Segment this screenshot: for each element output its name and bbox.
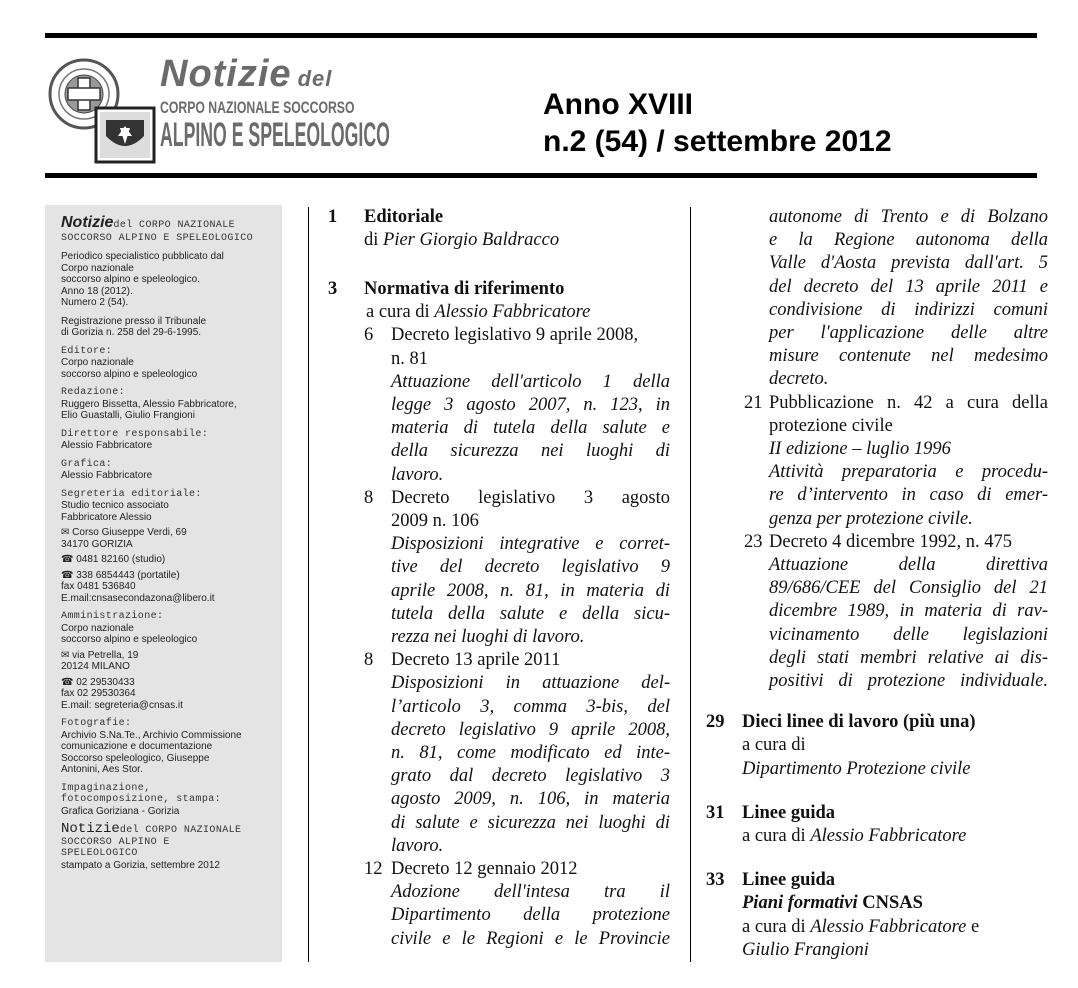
fotografie-line: Archivio S.Na.Te., Archivio Commissione [61, 729, 242, 741]
phone-icon: ☎ [61, 554, 74, 565]
logo-title: Notizie [160, 53, 292, 95]
toc-subentry-desc: decreto. [769, 369, 829, 390]
editore-line: soccorso alpino e speleologico [61, 368, 198, 380]
colophon-amministrazione [61, 611, 282, 711]
toc-subentry-8a [364, 487, 670, 649]
amministrazione-line: Corpo nazionale [61, 622, 134, 634]
segreteria-phone1: 0481 82160 (studio) [76, 554, 166, 565]
issue-info [543, 86, 892, 160]
segreteria-address-city: 34170 GORIZIA [61, 538, 133, 550]
toc-subentry-desc: condivisione di indirizzi comuni [769, 299, 1048, 320]
header-bottom-rule [45, 173, 1037, 178]
toc-subentry-desc: di salute e sicurezza nei luoghi di [391, 812, 670, 833]
toc-subentry-desc: 89/686/CEE del Consiglio del 21 [769, 578, 1048, 599]
toc-subentry-desc: agosto 2009, n. 106, in materia [391, 789, 670, 810]
toc-subentry-title: Decreto legislativo 3 agosto [391, 487, 670, 508]
amm-email: E.mail: segreteria@cnsas.it [61, 699, 183, 711]
amministrazione-phone [61, 677, 282, 689]
colophon-redazione [61, 387, 282, 422]
colophon-registration-line: Registrazione presso il Tribunale [61, 315, 207, 327]
phone-icon: ☎ [61, 676, 74, 688]
toc-entry-author: Dipartimento Protezione civile [742, 758, 971, 779]
amministrazione-address [61, 650, 282, 662]
colophon-intro-line: Periodico specialistico pubblicato dal [61, 251, 224, 262]
toc-entry-subtitle-org: CNSAS [857, 893, 923, 914]
footer-tail-line: del CORPO NAZIONALE [119, 825, 242, 836]
toc-entry-title: Dieci linee di lavoro (più una) [742, 712, 976, 733]
envelope-icon: ✉ [61, 527, 70, 538]
publication-logo [160, 53, 390, 154]
phone-icon: ☎ [61, 569, 74, 581]
direttore-name: Alessio Fabbricatore [61, 440, 153, 451]
toc-subentry-desc: dicembre 1989, in materia di rav- [769, 601, 1048, 622]
fotografie-line: comunicazione e documentazione [61, 741, 213, 752]
logo-line-1: CORPO NAZIONALE SOCCORSO [160, 98, 355, 117]
toc-subentry-desc: misure contenute nel medesimo [769, 346, 1048, 367]
colophon-direttore [61, 429, 282, 452]
toc-subentry-desc: del decreto del 13 aprile 2011 e [769, 276, 1048, 297]
issue-number: n.2 (54) / settembre 2012 [543, 125, 892, 158]
segreteria-address [61, 527, 282, 539]
toc-subentry-desc: Disposizioni integrative e corret- [391, 534, 670, 555]
segreteria-label: Segreteria editoriale: [61, 488, 202, 500]
toc-entry-subtitle: Piani formativi [742, 893, 858, 914]
colophon-intro-line: soccorso alpino e speleologico. [61, 274, 200, 285]
colophon-segreteria [61, 489, 282, 605]
toc-entry-author: Alessio Fabbricatore [810, 916, 967, 937]
colophon-registration-line: di Gorizia n. 258 del 29-6-1995. [61, 327, 202, 338]
footer-tail-line: SOCCORSO ALPINO E [61, 836, 170, 848]
toc-subentry-23 [744, 531, 1048, 693]
footer-print-info: stampato a Gorizia, settembre 2012 [61, 859, 220, 871]
toc-subentry-desc: lavoro. [391, 464, 444, 485]
colophon-grafica [61, 459, 282, 482]
segreteria-phone2: 338 6854443 (portatile) [76, 569, 180, 581]
editore-line: Corpo nazionale [61, 357, 134, 368]
toc-subentry-desc: materia di tutela della salute e [391, 418, 670, 439]
toc-subentry-desc: legge 3 agosto 2007, n. 123, in [391, 395, 670, 416]
colophon-impaginazione [61, 783, 282, 818]
toc-subentry-title: Decreto legislativo 9 aprile 2008, [391, 325, 639, 346]
toc-subentry-12-continued [769, 206, 1048, 392]
footer-brand: Notizie [61, 821, 120, 837]
colophon-footer [61, 821, 282, 871]
amm-fax: fax 02 29530364 [61, 688, 136, 699]
amministrazione-line: soccorso alpino e speleologico [61, 634, 198, 645]
colophon-editore [61, 346, 282, 381]
segreteria-line: Fabbricatore Alessio [61, 511, 152, 523]
colophon-intro-line: Numero 2 (54). [61, 297, 129, 308]
toc-subentry-desc: decreto legislativo 9 aprile 2008, [391, 719, 670, 740]
cnsas-emblem-icon [48, 56, 156, 166]
impaginazione-name: Grafica Goriziana - Gorizia [61, 805, 180, 817]
toc-subentry-desc: l’articolo 3, comma 3-bis, del [391, 696, 670, 717]
toc-subentry-8b [364, 649, 670, 858]
grafica-label: Grafica: [61, 458, 113, 470]
toc-entry-page: 3 [328, 279, 338, 299]
toc-subentry-desc: grato dal decreto legislativo 3 [391, 766, 670, 787]
colophon-fotografie [61, 718, 282, 776]
colophon-intro [61, 251, 282, 309]
logo-line-2: ALPINO E SPELEOLOGICO [160, 116, 390, 154]
segreteria-phone-mobile [61, 570, 282, 582]
toc-subentry-desc: aprile 2008, n. 81, in materia di [391, 580, 670, 601]
toc-entry-author: Alessio Fabbricatore [810, 826, 967, 847]
toc-entry-title: Editoriale [364, 207, 444, 227]
grafica-name: Alessio Fabbricatore [61, 470, 153, 481]
colophon-registration [61, 316, 282, 339]
toc-subentry-desc: tive del decreto legislativo 9 [391, 557, 670, 578]
impaginazione-label: Impaginazione, [61, 782, 151, 794]
toc-subentry-desc: re d’intervento in caso di emer- [769, 485, 1048, 506]
toc-subentry-desc: n. 81, come modificato ed inte- [391, 743, 670, 764]
toc-entry-by: a cura di [742, 826, 811, 847]
amm-address-line: via Petrella, 19 [72, 649, 139, 661]
toc-subentry-desc: Valle d'Aosta prevista dall'art. 5 [769, 253, 1048, 274]
toc-subentry-21 [744, 392, 1048, 531]
footer-tail-line: SPELEOLOGICO [61, 848, 138, 859]
toc-entry-by: a cura di [742, 735, 806, 756]
toc-subentry-desc: lavoro. [391, 835, 444, 856]
toc-subentry-desc: Dipartimento della protezione [391, 905, 670, 926]
toc-entry-by: di [364, 230, 384, 251]
fotografie-line: Soccorso speleologico, Giuseppe [61, 752, 210, 764]
logo-title-suffix: del [297, 66, 333, 91]
envelope-icon: ✉ [61, 649, 70, 661]
segreteria-fax: fax 0481 536840 [61, 581, 136, 592]
toc-entry-author: Alessio Fabbricatore [434, 302, 591, 323]
header-top-rule [45, 33, 1037, 38]
toc-subentry-desc: Attività preparatoria e procedu- [769, 462, 1048, 483]
toc-entry-dieci-linee [706, 711, 1048, 781]
toc-entry-page: 1 [328, 207, 338, 227]
amm-phone: 02 29530433 [76, 676, 135, 688]
toc-entry-linee-guida-31 [706, 802, 1048, 848]
colophon-brand-name: Notizie [61, 214, 114, 231]
toc-subentry-desc: per l'applicazione delle altre [769, 323, 1048, 344]
toc-subentry-desc: genza per protezione civile. [769, 508, 973, 529]
toc-entry-page: 31 [706, 802, 725, 823]
toc-subentry-desc: II edizione – luglio 1996 [769, 439, 951, 460]
toc-entry-title: Linee guida [742, 870, 836, 891]
toc-entry-by: a cura di [742, 916, 811, 937]
toc-subentry-desc: degli stati membri relative ai dis- [769, 647, 1048, 668]
toc-entry-linee-guida-33 [706, 869, 1048, 962]
toc-subentry-title: 2009 n. 106 [391, 511, 479, 532]
toc-subentry-title: protezione civile [769, 415, 893, 436]
toc-column-2 [706, 206, 1048, 962]
toc-entry-title: Normativa di riferimento [364, 279, 565, 299]
toc-entry-editoriale [328, 206, 670, 252]
impaginazione-label: fotocomposizione, stampa: [61, 794, 222, 805]
toc-subentry-desc: rezza nei luoghi di lavoro. [391, 627, 585, 648]
toc-subentry-6 [364, 324, 670, 486]
issue-year: Anno XVIII [543, 88, 693, 121]
colophon-brand [61, 214, 271, 244]
toc-subentry-title: Decreto 4 dicembre 1992, n. 475 [769, 531, 1012, 552]
toc-subentry-title: Decreto 13 aprile 2011 [391, 650, 561, 671]
toc-subentry-desc: e la Regione autonoma della [769, 230, 1048, 251]
colophon-intro-line: Anno 18 (2012). [61, 285, 133, 297]
redazione-line: Elio Guastalli, Giulio Frangioni [61, 410, 195, 421]
toc-entry-author: Pier Giorgio Baldracco [383, 230, 560, 251]
amministrazione-label: Amministrazione: [61, 611, 164, 622]
toc-subentry-page: 12 [364, 859, 383, 880]
toc-subentry-desc: tutela della salute e della sicu- [391, 603, 670, 624]
toc-entry-by: a cura di [366, 302, 435, 323]
toc-subentry-desc: Attuazione della direttiva [769, 555, 1048, 576]
toc-entry-title: Linee guida [742, 802, 836, 823]
toc-subentry-desc: Adozione dell'intesa tra il [391, 882, 670, 903]
segreteria-line: Studio tecnico associato [61, 500, 169, 511]
toc-entry-conjunction: e [966, 916, 980, 937]
toc-subentry-desc: vicinamento delle legislazioni [769, 624, 1048, 645]
colophon-brand-tail: del CORPO NAZIONALE SOCCORSO ALPINO E SPELEOLOGICO [61, 220, 254, 244]
toc-entry-author: Giulio Frangioni [742, 939, 869, 960]
segreteria-phone-studio [61, 554, 282, 566]
toc-subentry-page: 6 [364, 325, 374, 346]
toc-subentry-page: 8 [364, 487, 374, 508]
toc-subentry-page: 21 [744, 392, 763, 413]
toc-column-1 [328, 206, 670, 951]
fotografie-line: Antonini, Aes Stor. [61, 764, 143, 775]
colophon-sidebar [45, 205, 282, 962]
editore-label: Editore: [61, 345, 113, 357]
toc-subentry-desc: della sicurezza nei luoghi di [391, 441, 670, 462]
toc-entry-normativa [328, 278, 670, 324]
toc-subentry-page: 23 [744, 531, 763, 552]
column-divider-2 [690, 207, 691, 962]
direttore-label: Direttore responsabile: [61, 428, 209, 440]
toc-subentry-title: n. 81 [391, 348, 428, 369]
toc-subentry-12 [364, 858, 670, 951]
redazione-line: Ruggero Bissetta, Alessio Fabbricatore, [61, 398, 237, 410]
toc-subentry-desc: Disposizioni in attuazione del- [391, 673, 670, 694]
toc-subentry-desc: autonome di Trento e di Bolzano [769, 207, 1048, 227]
toc-subentry-page: 8 [364, 650, 374, 671]
fotografie-label: Fotografie: [61, 718, 132, 729]
toc-subentry-desc: civile e le Regioni e le Provincie [391, 928, 670, 949]
column-divider-1 [308, 207, 309, 962]
redazione-label: Redazione: [61, 387, 126, 398]
toc-subentry-desc: positivi di protezione individuale. [769, 671, 1048, 692]
toc-subentry-desc: Attuazione dell'articolo 1 della [391, 371, 670, 392]
segreteria-address-line: Corso Giuseppe Verdi, 69 [72, 527, 187, 538]
toc-entry-page: 33 [706, 870, 725, 891]
toc-subentry-title: Decreto 12 gennaio 2012 [391, 859, 578, 880]
toc-subentry-title: Pubblicazione n. 42 a cura della [769, 392, 1048, 413]
amm-address-city: 20124 MILANO [61, 661, 130, 672]
segreteria-email: E.mail:cnsasecondazona@libero.it [61, 592, 215, 604]
colophon-intro-line: Corpo nazionale [61, 262, 134, 274]
toc-entry-page: 29 [706, 712, 725, 733]
